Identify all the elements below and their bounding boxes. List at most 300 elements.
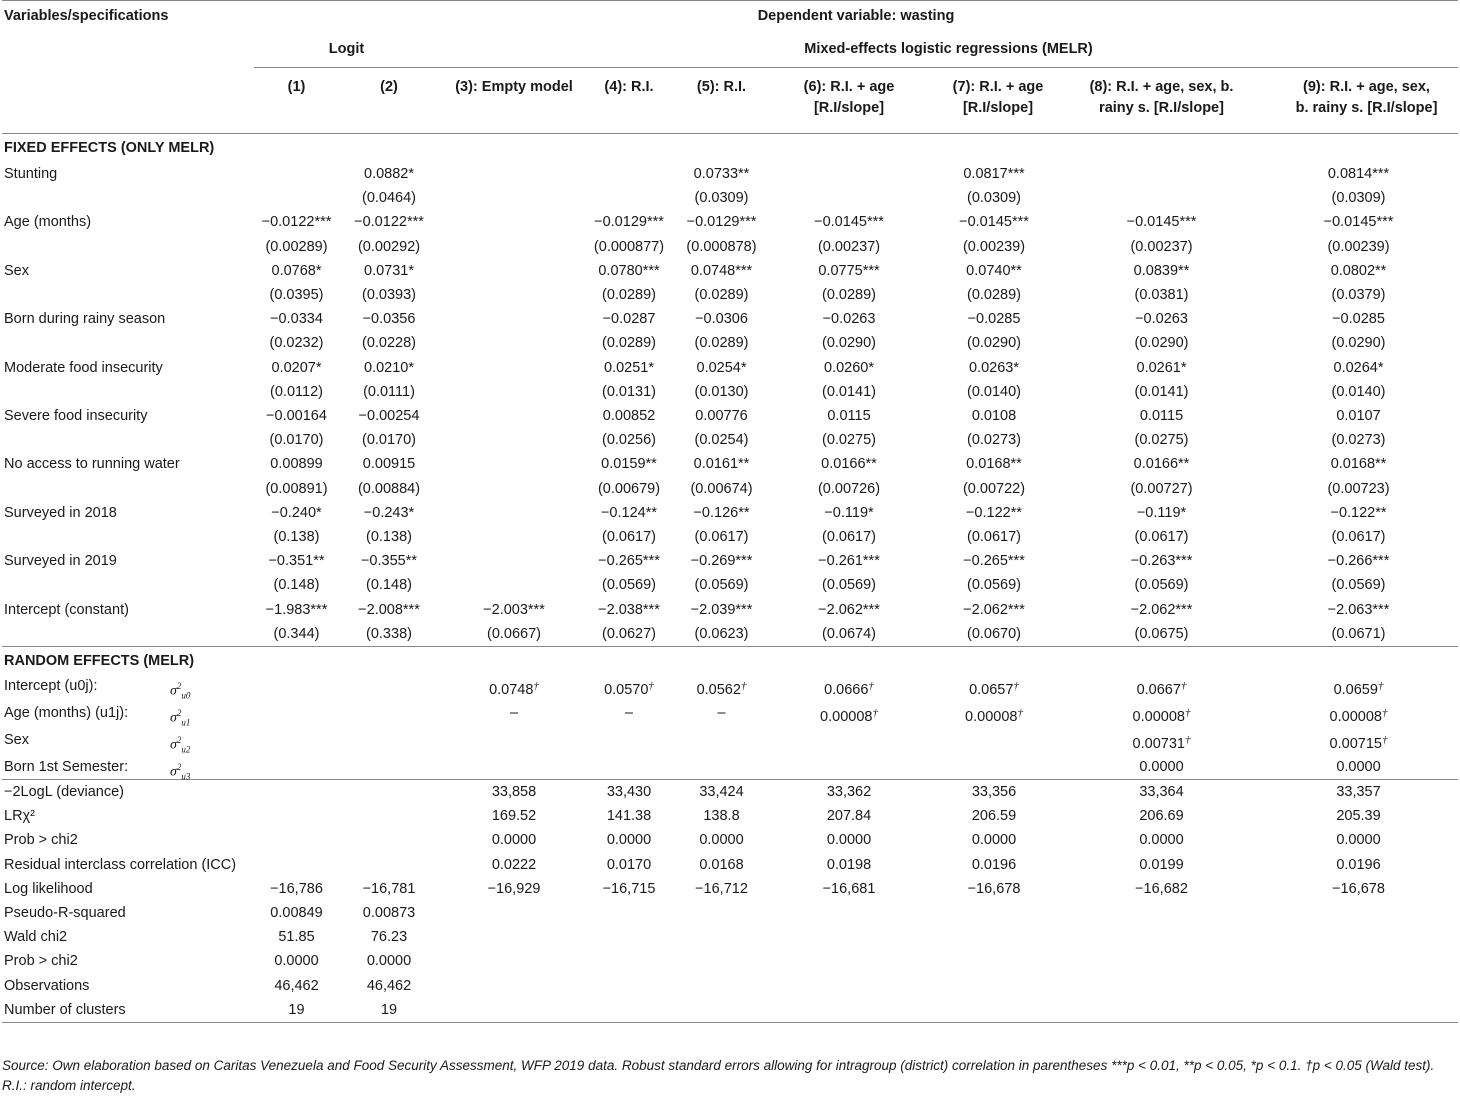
standard-error-cell: (0.0290) — [821, 335, 876, 352]
statistic-cell: 206.69 — [1139, 808, 1184, 825]
statistic-cell — [774, 925, 924, 949]
coefficient-cell — [1064, 162, 1259, 186]
standard-error-cell: (0.0393) — [361, 287, 416, 304]
statistic-cell: −16,712 — [695, 880, 748, 897]
standard-error-cell: (0.0170) — [269, 432, 324, 449]
dagger-significance-mark: † — [1381, 707, 1388, 720]
statistic-cell — [589, 998, 669, 1023]
statistic-cell: 33,357 — [1259, 780, 1458, 805]
statistic-label: Pseudo-R-squared — [4, 905, 126, 922]
coefficient-cell: −0.0263 — [822, 311, 876, 328]
standard-error-cell — [439, 283, 589, 307]
standard-error-cell: (0.0569) — [694, 577, 749, 594]
sigma-glyph: σ — [170, 764, 177, 780]
random-effect-label-cell — [2, 702, 254, 729]
statistic-cell: 33,362 — [774, 780, 924, 805]
coefficient-cell — [774, 162, 924, 186]
variance-value: 0.00008 — [1132, 709, 1185, 726]
standard-error-cell: (0.0569) — [966, 577, 1021, 594]
standard-error-row — [2, 235, 1458, 259]
sigma-glyph: σ — [170, 737, 177, 753]
coefficient-cell: −0.265*** — [963, 553, 1025, 570]
coefficient-cell: 0.0814*** — [1327, 166, 1390, 182]
standard-error-cell: (0.00891) — [265, 480, 328, 497]
variance-cell — [924, 702, 1064, 729]
coefficient-cell: 0.0166** — [821, 456, 877, 473]
coefficient-cell: 0.0775*** — [818, 262, 880, 279]
coefficient-cell: −0.00254 — [358, 408, 420, 425]
col-header: (9): R.I. + age, sex, b. rainy s. [R.I/slope] — [1295, 79, 1438, 116]
variance-cell — [339, 702, 439, 729]
random-effects-section — [2, 647, 1458, 780]
statistic-cell — [339, 828, 439, 852]
variance-value: 0.0657 — [969, 682, 1014, 699]
coefficient-cell — [439, 452, 589, 476]
variance-cell — [774, 729, 924, 756]
variance-symbol: $\sigma^2_{u3}$ — [170, 762, 191, 782]
standard-error-cell: (0.344) — [273, 625, 320, 642]
fixed-effects-title: FIXED EFFECTS (ONLY MELR) — [4, 140, 215, 156]
standard-error-cell: (0.0290) — [1331, 335, 1386, 352]
standard-error-cell: (0.0112) — [270, 383, 323, 400]
statistic-cell — [254, 828, 339, 852]
coefficient-cell: −2.039*** — [690, 601, 753, 618]
variance-value: 0.00715 — [1329, 736, 1382, 753]
standard-error-row — [2, 428, 1458, 452]
statistic-cell — [924, 974, 1064, 998]
variance-cell — [1259, 729, 1458, 756]
standard-error-cell: (0.0289) — [694, 287, 749, 304]
standard-error-cell — [774, 186, 924, 210]
random-effect-row — [2, 729, 1458, 756]
variable-label: Born during rainy season — [4, 311, 166, 328]
statistic-cell — [924, 949, 1064, 973]
dagger-significance-mark: † — [740, 680, 747, 693]
standard-error-row — [2, 573, 1458, 597]
coefficient-cell: 0.0210* — [364, 359, 414, 376]
variance-value: 0.0000 — [1336, 759, 1381, 776]
variance-cell — [1259, 756, 1458, 780]
coefficient-cell: 0.0731* — [364, 262, 414, 279]
statistic-cell — [1064, 925, 1259, 949]
variance-cell — [774, 702, 924, 729]
random-effect-label: Sex — [4, 732, 29, 749]
statistic-cell: −16,681 — [822, 880, 876, 897]
variance-cell — [669, 702, 774, 729]
variance-cell — [339, 675, 439, 702]
standard-error-cell: (0.00723) — [1327, 480, 1390, 497]
coefficient-cell: −0.126** — [693, 504, 750, 521]
coefficient-cell: −0.0145*** — [814, 214, 884, 231]
coefficient-cell: −2.062*** — [1130, 601, 1193, 618]
standard-error-cell: (0.0273) — [966, 432, 1021, 449]
statistic-cell: 33,424 — [669, 780, 774, 805]
model-statistic-row — [2, 925, 1458, 949]
standard-error-cell: (0.0309) — [1331, 190, 1386, 207]
statistic-label: Observations — [4, 977, 90, 994]
coefficient-cell: 0.00852 — [602, 408, 656, 425]
variable-label: Age (months) — [4, 214, 92, 231]
standard-error-cell: (0.000878) — [686, 238, 757, 255]
standard-error-cell — [439, 573, 589, 597]
variance-cell — [774, 756, 924, 780]
statistic-label: LRχ² — [4, 808, 35, 825]
standard-error-cell — [439, 525, 589, 549]
standard-error-cell: (0.0617) — [821, 529, 876, 546]
dagger-significance-mark: † — [1184, 707, 1191, 720]
standard-error-cell: (0.0111) — [363, 383, 415, 400]
statistic-cell — [669, 974, 774, 998]
statistic-cell: 51.85 — [278, 929, 315, 946]
standard-error-cell: (0.00727) — [1130, 480, 1193, 497]
table-header — [2, 1, 1458, 134]
dependent-variable-header: Dependent variable: wasting — [254, 1, 1458, 32]
col-header: (6): R.I. + age [R.I/slope] — [803, 79, 895, 116]
dagger-significance-mark: † — [1180, 680, 1187, 693]
statistic-cell: 33,356 — [924, 780, 1064, 805]
standard-error-cell — [439, 477, 589, 501]
coefficient-cell: 0.0159** — [601, 456, 657, 473]
statistic-cell — [589, 901, 669, 925]
dagger-significance-mark: † — [868, 680, 874, 693]
statistic-cell — [774, 998, 924, 1023]
random-effect-label-cell — [2, 675, 254, 702]
standard-error-cell: (0.0569) — [1331, 577, 1386, 594]
standard-error-cell: (0.00292) — [357, 238, 421, 255]
col-header: (5): R.I. — [696, 79, 747, 95]
standard-error-cell: (0.00237) — [1130, 238, 1193, 255]
coefficient-cell: −0.0263 — [1135, 311, 1188, 328]
coefficient-cell: 0.00899 — [270, 456, 323, 473]
coefficient-cell: 0.0768* — [271, 262, 322, 279]
coefficient-cell: −0.0356 — [362, 311, 416, 328]
model-statistic-row — [2, 949, 1458, 973]
random-effect-label-cell — [2, 756, 254, 780]
random-effect-row — [2, 675, 1458, 702]
statistic-cell — [924, 998, 1064, 1023]
statistic-cell — [589, 949, 669, 973]
standard-error-cell: (0.0309) — [966, 190, 1021, 207]
standard-error-cell: (0.0667) — [486, 625, 541, 642]
coefficient-cell: 0.0115 — [827, 408, 871, 425]
random-effect-row — [2, 756, 1458, 780]
variable-label-spacer — [2, 380, 254, 404]
standard-error-row — [2, 622, 1458, 647]
standard-error-cell: (0.0273) — [1331, 432, 1386, 449]
statistic-cell — [669, 925, 774, 949]
variance-cell — [669, 675, 774, 702]
coefficient-cell: 0.0166** — [1133, 456, 1190, 473]
coefficient-cell: −0.119* — [1136, 504, 1187, 521]
col-header: (8): R.I. + age, sex, b. rainy s. [R.I/slope] — [1089, 79, 1234, 116]
coefficient-cell: 0.0780*** — [598, 262, 660, 279]
coefficient-cell — [439, 404, 589, 428]
sigma-glyph: σ — [170, 710, 177, 726]
coefficient-cell: 0.0168** — [966, 456, 1022, 473]
statistic-cell — [1064, 974, 1259, 998]
variable-label-spacer — [2, 622, 254, 647]
standard-error-cell: (0.00679) — [597, 480, 661, 497]
dagger-significance-mark: † — [1017, 707, 1023, 720]
variance-value: 0.00008 — [820, 709, 873, 726]
variance-value: 0.0748 — [489, 682, 534, 699]
statistic-cell — [1259, 998, 1458, 1023]
standard-error-row — [2, 331, 1458, 355]
coefficient-cell: −0.0122*** — [354, 214, 424, 231]
coefficient-cell — [589, 162, 669, 186]
coefficient-cell: 0.0264* — [1333, 359, 1384, 376]
coefficient-row — [2, 452, 1458, 476]
col-header: (4): R.I. — [604, 79, 654, 95]
statistic-label: Wald chi2 — [4, 929, 68, 946]
dagger-significance-mark: † — [1381, 734, 1388, 747]
standard-error-cell: (0.148) — [273, 577, 320, 594]
variance-cell — [589, 675, 669, 702]
variance-value: – — [509, 705, 519, 722]
statistic-cell — [254, 780, 339, 805]
statistic-cell: 0.0196 — [971, 856, 1017, 873]
statistic-cell: −16,786 — [270, 880, 323, 897]
statistic-cell — [439, 901, 589, 925]
coefficient-cell: −0.0287 — [602, 311, 656, 328]
coefficient-cell: 0.0107 — [1336, 408, 1381, 425]
standard-error-cell: (0.0289) — [694, 335, 749, 352]
coefficient-cell: −2.062*** — [963, 601, 1025, 618]
variable-label-spacer — [2, 235, 254, 259]
standard-error-cell: (0.0674) — [821, 625, 876, 642]
standard-error-cell: (0.00674) — [690, 480, 753, 497]
variance-subscript: u2 — [181, 744, 191, 755]
statistic-cell: 0.0000 — [1336, 832, 1381, 849]
coefficient-cell: −0.122** — [965, 504, 1023, 521]
statistic-cell — [254, 804, 339, 828]
col-header: (3): Empty model — [455, 79, 573, 95]
statistic-cell: 0.0170 — [606, 856, 652, 873]
variance-cell — [1259, 675, 1458, 702]
standard-error-row — [2, 380, 1458, 404]
statistic-cell — [669, 901, 774, 925]
standard-error-cell: (0.0256) — [601, 432, 656, 449]
statistic-cell — [774, 949, 924, 973]
coefficient-cell: −0.265*** — [598, 553, 660, 570]
standard-error-cell — [439, 235, 589, 259]
standard-error-cell: (0.0675) — [1134, 625, 1189, 642]
variable-label: No access to running water — [4, 456, 180, 473]
model-statistic-row — [2, 998, 1458, 1023]
standard-error-cell: (0.0232) — [269, 335, 324, 352]
coefficient-cell: −0.266*** — [1327, 553, 1390, 570]
variance-value: – — [717, 705, 726, 722]
statistic-cell: 46,462 — [366, 977, 412, 994]
statistic-cell: −16,678 — [967, 880, 1021, 897]
standard-error-cell: (0.00239) — [1327, 238, 1390, 255]
standard-error-cell: (0.00726) — [817, 480, 881, 497]
coefficient-cell: 0.0260* — [824, 359, 874, 376]
coefficient-cell — [439, 356, 589, 380]
coefficient-cell: −0.355** — [360, 553, 418, 570]
coefficient-cell: −0.0129*** — [594, 214, 664, 231]
variance-subscript: u3 — [181, 771, 191, 782]
variable-label: Sex — [4, 262, 29, 279]
variance-cell — [439, 756, 589, 780]
statistic-cell: 207.84 — [826, 808, 872, 825]
sigma-glyph: σ — [170, 683, 177, 699]
statistic-cell — [1259, 974, 1458, 998]
dagger-significance-mark: † — [872, 707, 878, 720]
coefficient-cell: −0.0122*** — [261, 214, 332, 231]
coefficient-cell — [439, 210, 589, 234]
coefficient-cell: −2.003*** — [483, 601, 545, 618]
variance-cell — [1064, 702, 1259, 729]
coefficient-cell: 0.0733** — [693, 166, 750, 182]
variance-value: 0.00008 — [1329, 709, 1382, 726]
coefficient-cell: −2.008*** — [358, 601, 420, 618]
standard-error-cell: (0.0140) — [966, 383, 1021, 400]
standard-error-row — [2, 525, 1458, 549]
standard-error-cell: (0.148) — [366, 577, 412, 594]
melr-header: Mixed-effects logistic regressions (MELR) — [439, 31, 1458, 68]
statistic-label: Prob > chi2 — [4, 832, 78, 849]
statistic-cell — [339, 853, 439, 877]
footnote-text: Source: Own elaboration based on Caritas Venezuela and Food Security Assessment, WFP 2019 data. Robust standard errors allowing for intragroup (district) correlation in parentheses ***p < 0.01, **p < 0.05, *p < 0.1. †p < 0.05 (Wald test). R.I.: random intercept. — [2, 1058, 1435, 1093]
statistic-cell — [339, 804, 439, 828]
coefficient-row — [2, 404, 1458, 428]
statistic-cell: 19 — [288, 1001, 305, 1018]
standard-error-cell: (0.0617) — [1134, 529, 1189, 546]
statistic-cell: −16,781 — [362, 880, 416, 897]
standard-error-cell: (0.0395) — [269, 287, 324, 304]
statistic-cell — [589, 974, 669, 998]
standard-error-cell: (0.0275) — [821, 432, 876, 449]
variance-symbol: $\sigma^2_{u0}$ — [170, 681, 191, 701]
coefficient-cell: −0.0129*** — [686, 214, 757, 231]
standard-error-cell: (0.0289) — [821, 287, 876, 304]
statistic-cell — [1259, 949, 1458, 973]
variance-cell — [924, 756, 1064, 780]
statistic-label: Residual interclass correlation (ICC) — [4, 856, 237, 873]
variance-cell — [589, 729, 669, 756]
standard-error-cell: (0.0309) — [694, 190, 749, 207]
coefficient-cell: −2.063*** — [1327, 601, 1390, 618]
standard-error-cell — [439, 186, 589, 210]
variance-cell — [924, 729, 1064, 756]
statistic-cell — [439, 998, 589, 1023]
statistic-cell — [439, 949, 589, 973]
coefficient-cell: −0.122** — [1330, 504, 1387, 521]
variance-cell — [439, 729, 589, 756]
statistic-label: Log likelihood — [4, 880, 93, 897]
statistic-cell: 138.8 — [703, 808, 740, 825]
variance-cell — [1064, 675, 1259, 702]
standard-error-cell: (0.00289) — [265, 238, 328, 255]
standard-error-cell: (0.0140) — [1331, 383, 1386, 400]
coefficient-cell: 0.0261* — [1136, 359, 1187, 376]
statistic-cell — [669, 998, 774, 1023]
statistic-cell: 33,430 — [589, 780, 669, 805]
col-header: (7): R.I. + age [R.I/slope] — [952, 79, 1044, 116]
variance-cell — [589, 702, 669, 729]
variance-cell — [254, 702, 339, 729]
statistic-cell: 205.39 — [1336, 808, 1381, 825]
model-statistic-row — [2, 974, 1458, 998]
logit-header: Logit — [254, 31, 439, 68]
standard-error-cell — [439, 331, 589, 355]
coefficient-cell: 0.0161** — [693, 456, 750, 473]
statistic-cell — [589, 925, 669, 949]
random-effects-title: RANDOM EFFECTS (MELR) — [2, 647, 1458, 676]
standard-error-cell: (0.0671) — [1331, 625, 1386, 642]
dagger-significance-mark: † — [1184, 734, 1191, 747]
statistic-cell: −16,929 — [487, 880, 541, 897]
statistic-cell: 33,858 — [439, 780, 589, 805]
model-statistic-row — [2, 780, 1458, 805]
variance-cell — [439, 702, 589, 729]
standard-error-cell: (0.0670) — [966, 625, 1021, 642]
coefficient-cell: −1.983*** — [265, 601, 328, 618]
statistic-cell: 0.0000 — [491, 832, 537, 849]
coefficient-row — [2, 259, 1458, 283]
dagger-significance-mark: † — [1377, 680, 1384, 693]
standard-error-cell: (0.00884) — [357, 480, 421, 497]
coefficient-cell: 0.0839** — [1133, 262, 1190, 279]
model-statistic-row — [2, 877, 1458, 901]
random-effect-label: Intercept (u0j): — [4, 678, 98, 695]
standard-error-cell: (0.0141) — [821, 383, 876, 400]
variable-label-spacer — [2, 186, 254, 210]
standard-error-cell: (0.0290) — [1134, 335, 1189, 352]
coefficient-cell — [439, 162, 589, 186]
variable-label-spacer — [2, 477, 254, 501]
stub-header: Variables/specifications — [2, 1, 254, 32]
standard-error-cell: (0.0569) — [1134, 577, 1189, 594]
statistic-cell — [1064, 949, 1259, 973]
statistic-cell: 0.0000 — [699, 832, 744, 849]
variance-cell — [669, 729, 774, 756]
variance-value: 0.0659 — [1333, 682, 1378, 699]
standard-error-cell: (0.0623) — [694, 625, 749, 642]
standard-error-cell: (0.00237) — [817, 238, 881, 255]
variable-label-spacer — [2, 525, 254, 549]
statistic-cell: 206.59 — [971, 808, 1017, 825]
standard-error-cell: (0.0627) — [601, 625, 656, 642]
variance-value: 0.0666 — [824, 682, 869, 699]
random-effect-label: Age (months) (u1j): — [4, 705, 129, 722]
statistic-cell — [1259, 901, 1458, 925]
standard-error-cell: (0.0254) — [694, 432, 749, 449]
coefficient-cell: 0.0254* — [696, 359, 747, 376]
coefficient-cell: −0.263*** — [1130, 553, 1193, 570]
variable-label: Moderate food insecurity — [4, 359, 163, 376]
statistic-cell: 46,462 — [274, 977, 319, 994]
statistic-cell — [669, 949, 774, 973]
variable-label-spacer — [2, 331, 254, 355]
coefficient-cell — [439, 259, 589, 283]
statistic-cell: 169.52 — [491, 808, 537, 825]
variance-cell — [669, 756, 774, 780]
statistic-cell: 0.0000 — [971, 832, 1017, 849]
statistic-cell: 0.0000 — [606, 832, 652, 849]
coefficient-cell — [439, 549, 589, 573]
statistic-cell: 0.0000 — [826, 832, 872, 849]
statistic-cell: 0.00873 — [362, 905, 416, 922]
coefficient-cell: −0.351** — [268, 553, 325, 570]
statistic-cell — [924, 901, 1064, 925]
variance-cell — [1064, 756, 1259, 780]
model-statistic-row — [2, 804, 1458, 828]
statistic-cell: 0.0222 — [491, 856, 537, 873]
column-headers — [2, 68, 1458, 134]
statistic-cell — [1064, 998, 1259, 1023]
